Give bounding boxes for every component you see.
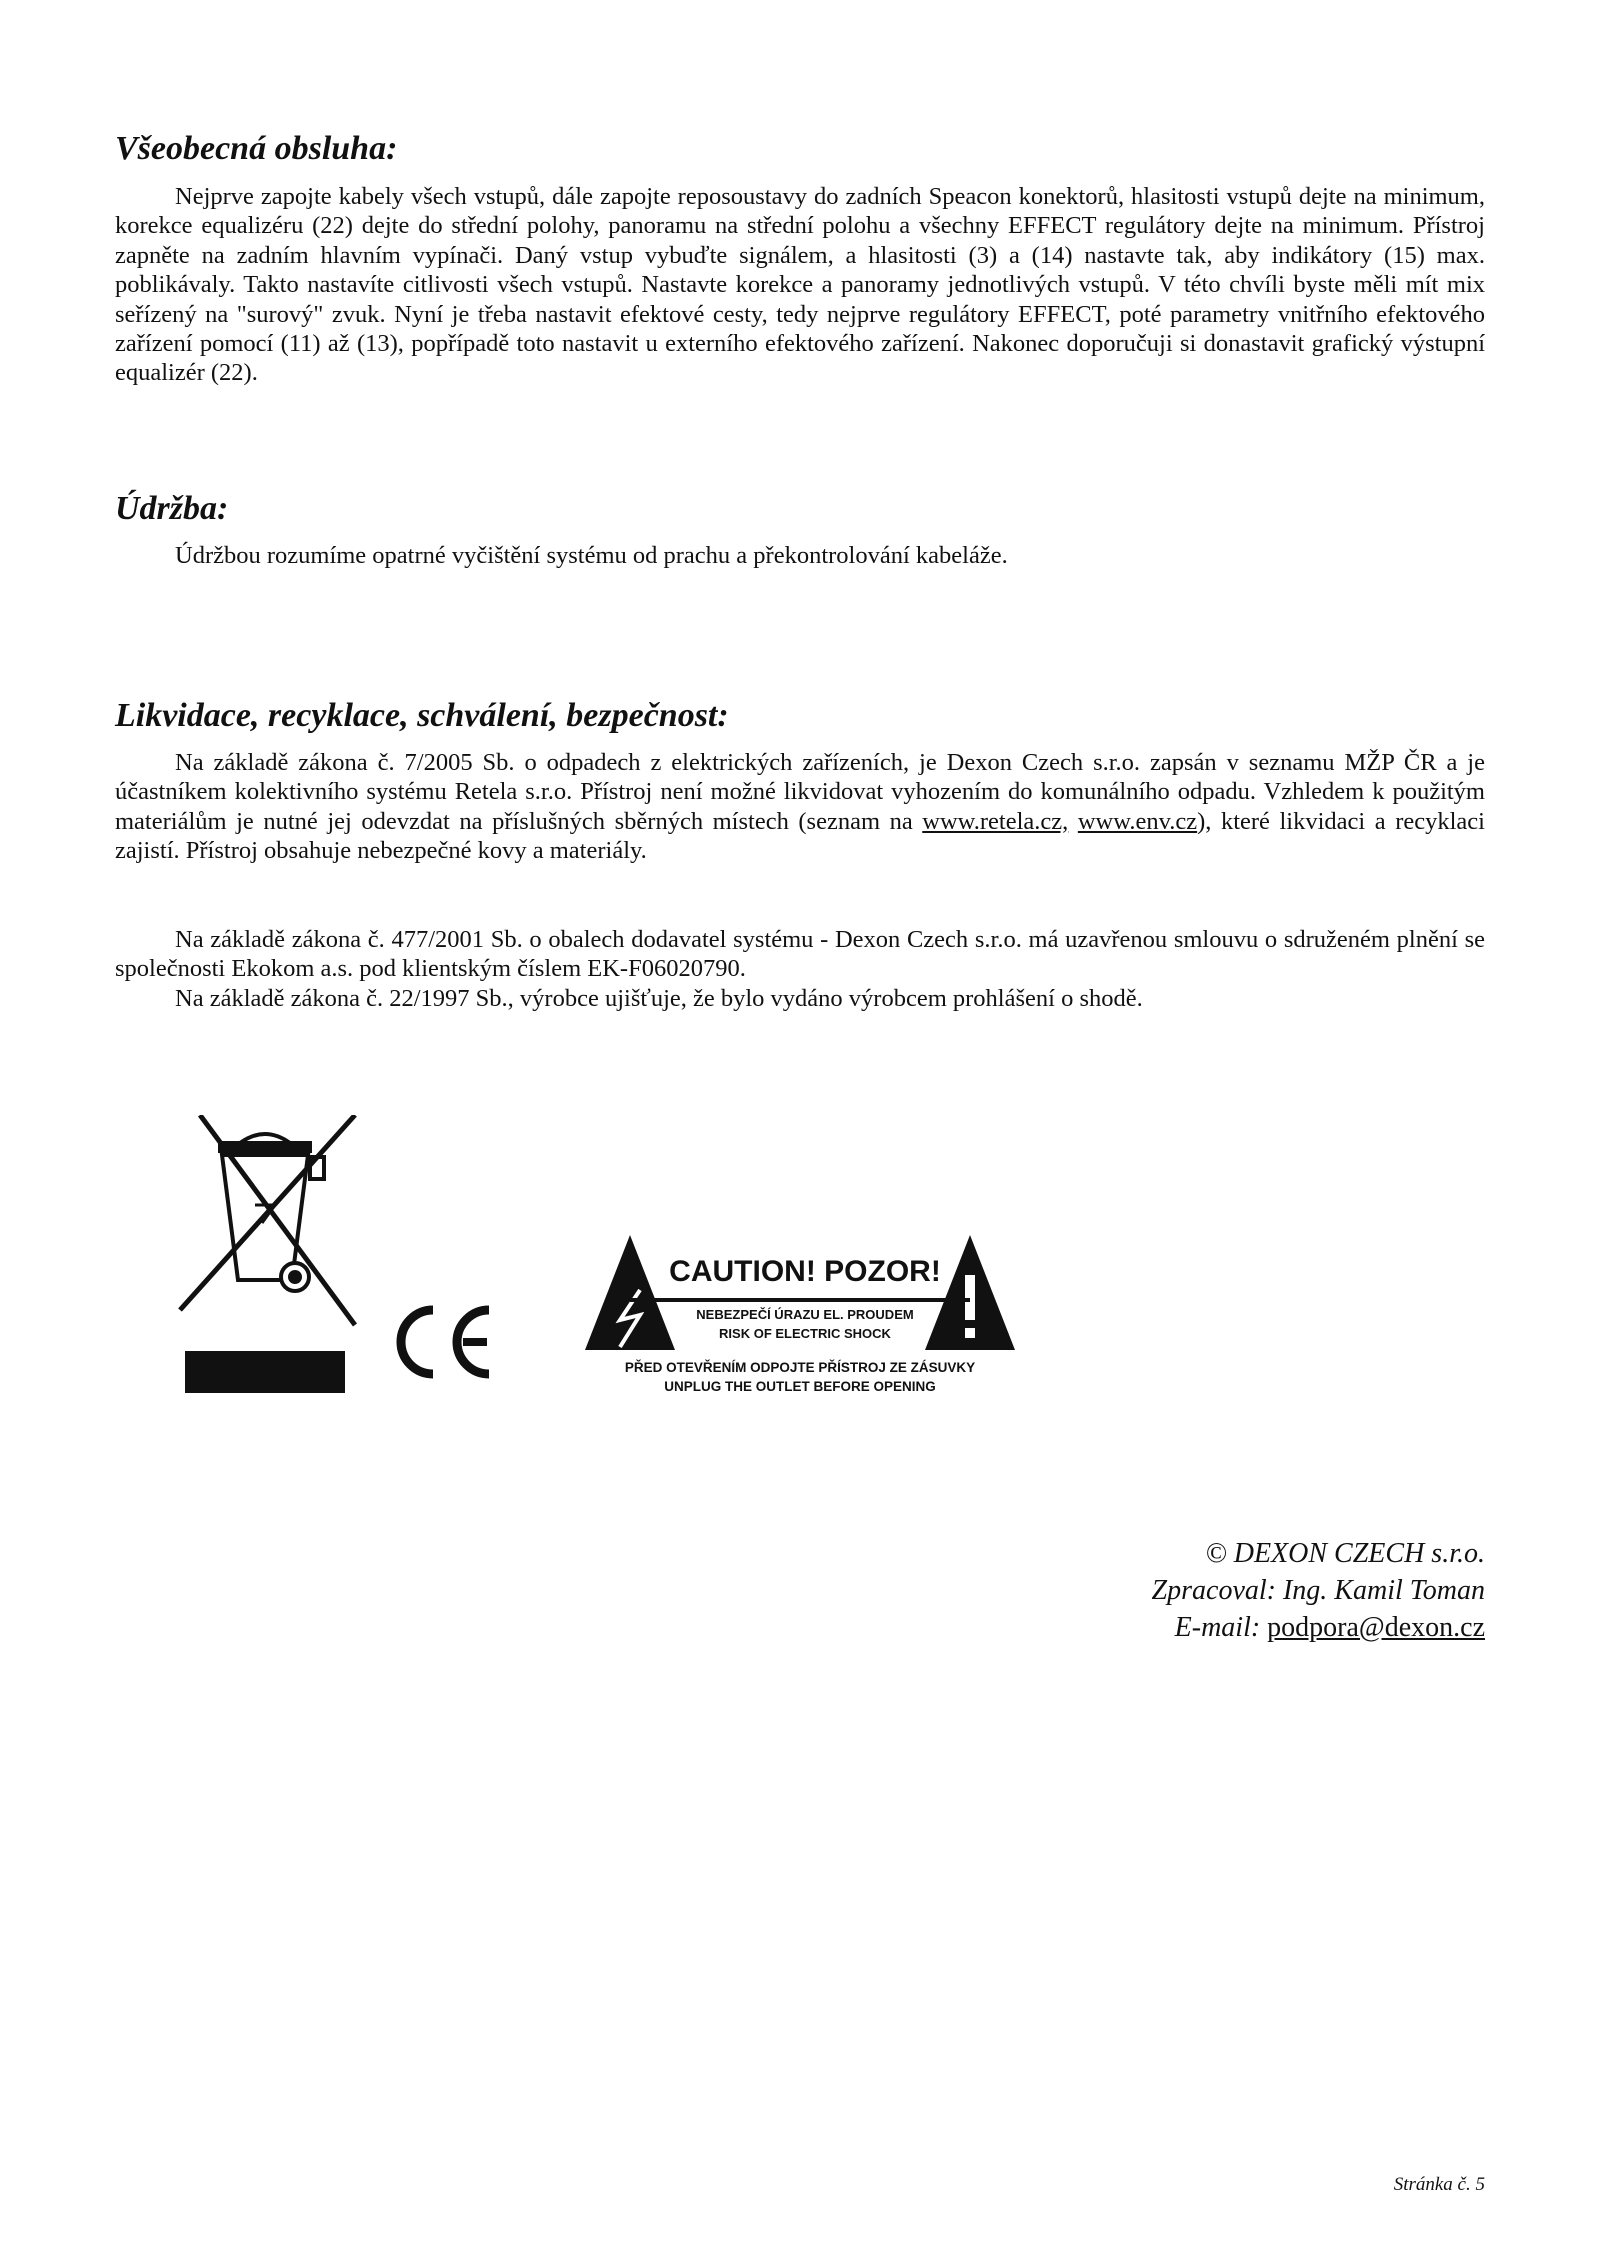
caution-line-3: PŘED OTEVŘENÍM ODPOJTE PŘÍSTROJ ZE ZÁSUVKY — [624, 1360, 976, 1375]
paragraph-disposal-1-text-a: Na základě zákona č. 7/2005 Sb. o odpadech z elektrických zařízeních, je Dexon Czech s.r.o. zapsán v seznamu MŽP ČR a je účastníkem kolektivního systému Retela s.r.o. Přístroj není možné likvidovat vyhozením do komunálního odpadu. Vzhledem k použitým materiálům je nutné jej odevzdat na příslušných sběrných místech (seznam na — [115, 749, 1485, 835]
author-label: Zpracoval: — [1151, 1575, 1276, 1606]
paragraph-maintenance: Údržbou rozumíme opatrné vyčištění systému od prachu a překontrolování kabeláže. — [175, 542, 1008, 569]
email-link[interactable]: podpora@dexon.cz — [1267, 1612, 1485, 1643]
heading-maintenance: Údržba: — [115, 490, 229, 527]
caution-line-4: UNPLUG THE OUTLET BEFORE OPENING — [664, 1379, 936, 1394]
email-line — [1152, 1609, 1485, 1646]
weee-bin-icon — [170, 1115, 360, 1395]
ce-mark-icon — [385, 1302, 505, 1382]
author-line — [1152, 1572, 1485, 1609]
heading-general: Všeobecná obsluha: — [115, 130, 398, 167]
caution-line-1: NEBEZPEČÍ ÚRAZU EL. PROUDEM — [696, 1307, 914, 1322]
paragraph-disposal-1 — [115, 748, 1485, 866]
email-label: E-mail: — [1174, 1612, 1261, 1643]
heading-disposal: Likvidace, recyklace, schválení, bezpečnost: — [115, 697, 729, 734]
paragraph-disposal-1-text-b: ), které likvidaci a recyklaci zajistí. Přístroj obsahuje nebezpečné kovy a materiály. — [115, 807, 1485, 865]
caution-line-2: RISK OF ELECTRIC SHOCK — [719, 1326, 891, 1341]
link-retela[interactable]: www.retela.cz, — [922, 807, 1069, 835]
page-number: Stránka č. 5 — [1393, 2174, 1485, 2195]
paragraph-general: Nejprve zapojte kabely všech vstupů, dále zapojte reposoustavy do zadních Speacon konektorů, hlasitosti vstupů dejte na minimum, korekce equalizéru (22) dejte do střední polohy, panoramu na střední polohu a všechny EFFECT regulátory dejte na minimum. Přístroj zapněte na zadním hlavním vypínači. Daný vstup vybuďte signálem, a hlasitosti (3) a (14) nastavte tak, aby indikátory (15) max. poblikávaly. Takto nastavíte citlivosti všech vstupů. Nastavte korekce a panoramy jednotlivých vstupů. V této chvíli byste měli mít mix seřízený na "surový" zvuk. Nyní je třeba nastavit efektové cesty, tedy nejprve regulátory EFFECT, poté parametry vnitřního efektového zařízení pomocí (11) až (13), popřípadě toto nastavit u externího efektového zařízení. Nakonec doporučuji si donastavit grafický výstupní equalizér (22). — [115, 183, 1485, 387]
paragraph-disposal-2: Na základě zákona č. 477/2001 Sb. o obalech dodavatel systému - Dexon Czech s.r.o. má uzavřenou smlouvu o sdruženém plnění se společnosti Ekokom a.s. pod klientským číslem EK-F06020790. — [115, 926, 1485, 983]
caution-label — [585, 1235, 1015, 1395]
paragraph-disposal-3: Na základě zákona č. 22/1997 Sb., výrobce ujišťuje, že bylo vydáno výrobcem prohlášení o shodě. — [175, 985, 1143, 1012]
caution-title: CAUTION! POZOR! — [669, 1255, 941, 1288]
credits-block — [1152, 1535, 1485, 1646]
author-name: Ing. Kamil Toman — [1282, 1575, 1485, 1606]
link-env[interactable]: www.env.cz — [1077, 807, 1198, 835]
copyright-line: © DEXON CZECH s.r.o. — [1205, 1538, 1485, 1569]
